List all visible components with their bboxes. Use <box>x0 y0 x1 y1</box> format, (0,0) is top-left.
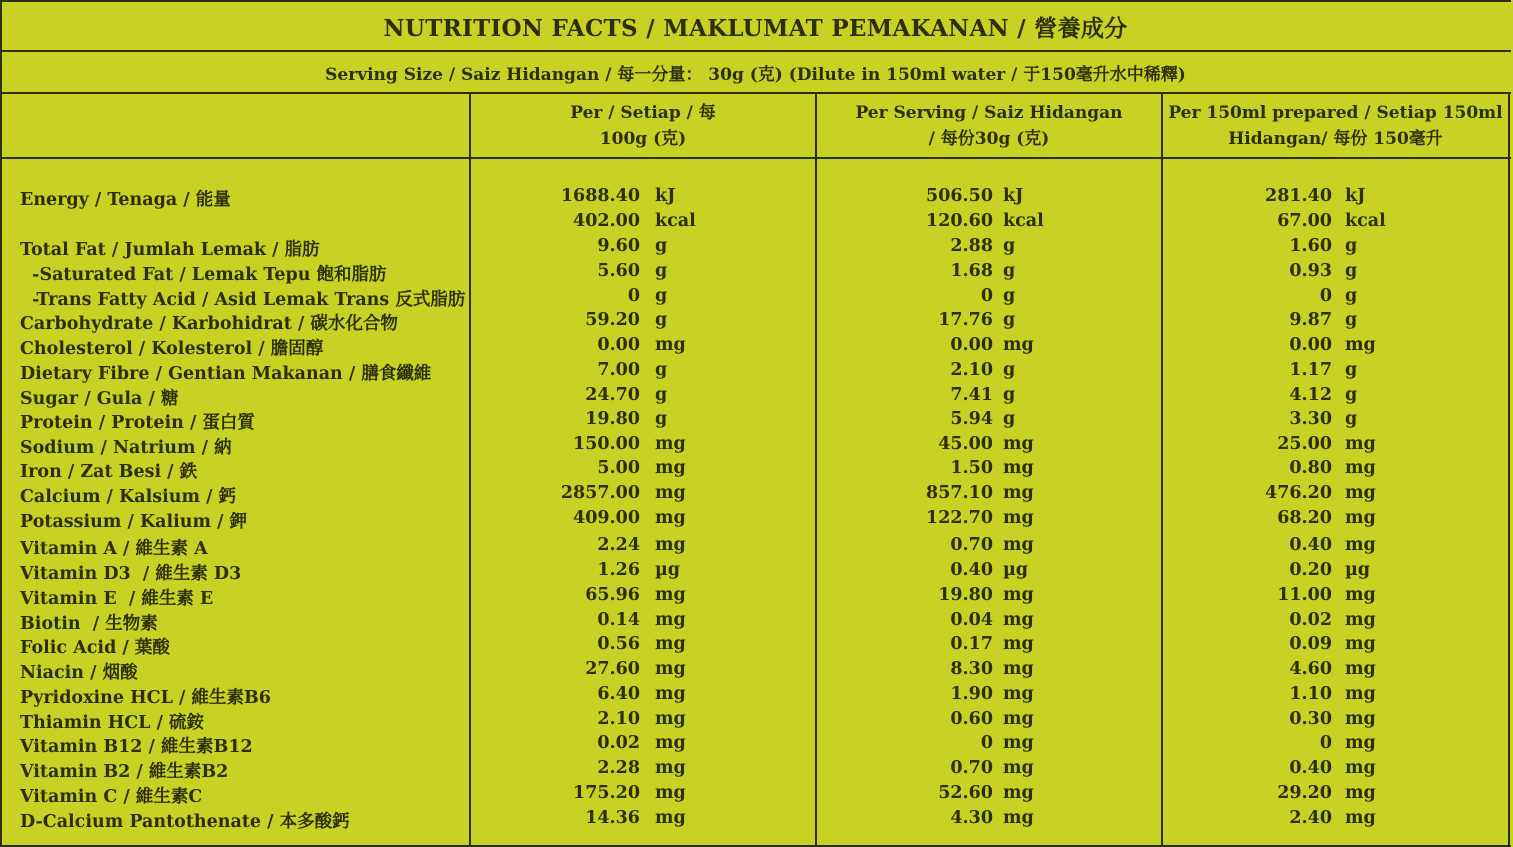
nutrient-value: 1.60 <box>1289 236 1332 256</box>
nutrient-value: 120.60 <box>926 211 993 231</box>
title-divider <box>0 50 1511 52</box>
nutrient-value: 67.00 <box>1277 211 1332 231</box>
nutrient-label: Niacin / 烟酸 <box>20 663 138 683</box>
nutrient-value: 9.60 <box>597 236 640 256</box>
nutrient-value: 0 <box>1319 286 1332 306</box>
nutrient-value: 14.36 <box>585 808 640 828</box>
nutrient-label: Sugar / Gula / 糖 <box>20 389 179 409</box>
nutrient-unit: mg <box>1345 634 1376 654</box>
nutrient-unit: mg <box>1345 508 1376 528</box>
nutrient-label: -Trans Fatty Acid / Asid Lemak Trans 反式脂肪 <box>20 290 466 310</box>
nutrient-label: Pyridoxine HCL / 維生素B6 <box>20 688 271 708</box>
nutrient-value: 0.80 <box>1289 458 1332 478</box>
nutrient-unit: kJ <box>655 186 676 206</box>
nutrient-unit: mg <box>655 659 686 679</box>
nutrient-unit: mg <box>1003 458 1034 478</box>
nutrient-label: Energy / Tenaga / 能量 <box>20 190 231 210</box>
nutrient-value: 2.28 <box>597 758 640 778</box>
nutrient-unit: mg <box>1345 585 1376 605</box>
nutrient-unit: mg <box>655 458 686 478</box>
nutrient-value: 1688.40 <box>560 186 640 206</box>
nutrient-unit: g <box>1345 310 1358 330</box>
nutrient-value: 1.68 <box>950 261 993 281</box>
nutrient-label: Biotin / 生物素 <box>20 614 158 634</box>
nutrient-value: 45.00 <box>938 434 993 454</box>
column-header-per-100g <box>471 100 815 152</box>
nutrient-value: 1.17 <box>1289 360 1332 380</box>
nutrient-unit: mg <box>655 535 686 555</box>
nutrient-unit: g <box>1345 360 1358 380</box>
nutrient-unit: mg <box>655 508 686 528</box>
nutrient-value: 0.00 <box>950 335 993 355</box>
nutrient-label: Protein / Protein / 蛋白質 <box>20 413 255 433</box>
nutrient-unit: mg <box>1003 585 1034 605</box>
nutrient-unit: mg <box>1003 684 1034 704</box>
nutrient-value: 65.96 <box>585 585 640 605</box>
nutrient-value: 0.40 <box>1289 535 1332 555</box>
nutrient-unit: mg <box>655 434 686 454</box>
nutrient-unit: g <box>1003 409 1016 429</box>
header-divider <box>0 157 1511 159</box>
nutrient-value: 27.60 <box>585 659 640 679</box>
nutrient-unit: mg <box>655 634 686 654</box>
nutrient-unit: kJ <box>1003 186 1024 206</box>
nutrient-unit: mg <box>1003 709 1034 729</box>
column-header-per-150ml <box>1163 100 1508 152</box>
nutrient-label: D-Calcium Pantothenate / 本多酸鈣 <box>20 812 350 832</box>
nutrient-unit: g <box>655 310 668 330</box>
nutrient-unit: g <box>655 236 668 256</box>
nutrient-unit: mg <box>1345 783 1376 803</box>
nutrient-unit: mg <box>1345 709 1376 729</box>
nutrient-label: -Saturated Fat / Lemak Tepu 飽和脂肪 <box>20 265 387 285</box>
nutrient-unit: g <box>1003 236 1016 256</box>
column-divider-3 <box>1161 94 1163 847</box>
nutrient-unit: mg <box>1003 733 1034 753</box>
column-divider-1 <box>469 94 471 847</box>
serving-size: Serving Size / Saiz Hidangan / 每一分量： 30g (克) (Dilute in 150ml water / 于150毫升水中稀釋) <box>325 65 1186 85</box>
nutrient-unit: µg <box>1003 560 1029 580</box>
nutrient-value: 19.80 <box>585 409 640 429</box>
nutrient-unit: g <box>1345 409 1358 429</box>
nutrient-value: 402.00 <box>573 211 640 231</box>
nutrient-label: Vitamin E / 維生素 E <box>20 589 214 609</box>
column-header-line: Hidangan/ 每份 150毫升 <box>1228 129 1443 149</box>
nutrient-unit: mg <box>655 733 686 753</box>
nutrient-label: Thiamin HCL / 硫銨 <box>20 713 205 733</box>
nutrient-value: 2.88 <box>950 236 993 256</box>
nutrient-value: 0.09 <box>1289 634 1332 654</box>
nutrient-value: 25.00 <box>1277 434 1332 454</box>
nutrient-value: 0.17 <box>950 634 993 654</box>
nutrient-value: 122.70 <box>926 508 993 528</box>
nutrient-unit: g <box>1345 286 1358 306</box>
nutrient-value: 8.30 <box>950 659 993 679</box>
nutrient-value: 0.40 <box>1289 758 1332 778</box>
nutrient-value: 2.10 <box>597 709 640 729</box>
nutrient-value: 0 <box>980 733 993 753</box>
nutrient-value: 11.00 <box>1277 585 1332 605</box>
nutrient-value: 0 <box>1319 733 1332 753</box>
nutrient-unit: kcal <box>1345 211 1386 231</box>
nutrient-value: 0.56 <box>597 634 640 654</box>
nutrient-unit: g <box>1003 385 1016 405</box>
nutrient-unit: g <box>1345 236 1358 256</box>
nutrient-unit: mg <box>655 758 686 778</box>
nutrient-unit: mg <box>1003 808 1034 828</box>
nutrient-value: 0.40 <box>950 560 993 580</box>
column-header-line: Per Serving / Saiz Hidangan <box>855 103 1123 123</box>
nutrient-value: 19.80 <box>938 585 993 605</box>
nutrient-value: 0.04 <box>950 610 993 630</box>
top-border <box>0 0 1511 2</box>
nutrient-unit: mg <box>1003 483 1034 503</box>
nutrient-unit: mg <box>1003 535 1034 555</box>
nutrient-value: 7.00 <box>597 360 640 380</box>
nutrient-value: 4.12 <box>1289 385 1332 405</box>
nutrient-unit: mg <box>1345 758 1376 778</box>
nutrient-value: 0.70 <box>950 758 993 778</box>
nutrient-value: 150.00 <box>573 434 640 454</box>
nutrient-label: Carbohydrate / Karbohidrat / 碳水化合物 <box>20 314 398 334</box>
nutrient-unit: g <box>1003 286 1016 306</box>
nutrient-unit: mg <box>655 684 686 704</box>
nutrient-unit: mg <box>1345 684 1376 704</box>
nutrient-value: 0 <box>627 286 640 306</box>
nutrient-unit: kcal <box>655 211 696 231</box>
nutrient-value: 0.70 <box>950 535 993 555</box>
nutrient-unit: g <box>655 286 668 306</box>
nutrient-label: Iron / Zat Besi / 鉄 <box>20 462 198 482</box>
nutrient-unit: mg <box>1345 808 1376 828</box>
nutrient-value: 5.00 <box>597 458 640 478</box>
nutrient-value: 281.40 <box>1265 186 1332 206</box>
nutrient-unit: mg <box>1345 733 1376 753</box>
nutrient-value: 0.02 <box>1289 610 1332 630</box>
nutrient-value: 17.76 <box>938 310 993 330</box>
nutrient-value: 2.40 <box>1289 808 1332 828</box>
column-header-line: / 每份30g (克) <box>928 129 1050 149</box>
nutrient-unit: mg <box>1003 758 1034 778</box>
left-border <box>0 0 2 847</box>
nutrient-value: 5.94 <box>950 409 993 429</box>
nutrient-value: 5.60 <box>597 261 640 281</box>
nutrient-label: Vitamin B12 / 維生素B12 <box>20 737 253 757</box>
nutrient-unit: kcal <box>1003 211 1044 231</box>
nutrient-value: 29.20 <box>1277 783 1332 803</box>
nutrient-label: Folic Acid / 葉酸 <box>20 638 170 658</box>
nutrient-value: 0.02 <box>597 733 640 753</box>
nutrient-unit: mg <box>1345 434 1376 454</box>
nutrient-unit: mg <box>1345 659 1376 679</box>
nutrient-unit: mg <box>655 610 686 630</box>
nutrient-unit: mg <box>1345 335 1376 355</box>
nutrient-unit: g <box>1345 385 1358 405</box>
nutrient-unit: mg <box>655 483 686 503</box>
nutrient-value: 506.50 <box>926 186 993 206</box>
nutrient-unit: mg <box>1003 659 1034 679</box>
nutrient-value: 409.00 <box>573 508 640 528</box>
nutrient-label: Vitamin B2 / 維生素B2 <box>20 762 229 782</box>
nutrient-unit: g <box>1003 360 1016 380</box>
nutrient-unit: mg <box>655 709 686 729</box>
nutrient-value: 6.40 <box>597 684 640 704</box>
serving-divider <box>0 92 1511 94</box>
nutrient-unit: mg <box>655 808 686 828</box>
nutrient-value: 0.14 <box>597 610 640 630</box>
table-title: NUTRITION FACTS / MAKLUMAT PEMAKANAN / 營養成分 <box>383 15 1128 42</box>
nutrient-unit: kJ <box>1345 186 1366 206</box>
nutrient-unit: mg <box>1003 335 1034 355</box>
nutrient-value: 7.41 <box>950 385 993 405</box>
nutrient-unit: µg <box>655 560 681 580</box>
nutrient-unit: g <box>1003 261 1016 281</box>
column-header-per-serving <box>817 100 1161 152</box>
nutrient-label: Dietary Fibre / Gentian Makanan / 膳食纖維 <box>20 364 432 384</box>
right-border <box>1508 94 1510 847</box>
nutrient-value: 1.50 <box>950 458 993 478</box>
nutrient-value: 0.93 <box>1289 261 1332 281</box>
nutrient-unit: g <box>655 360 668 380</box>
nutrient-unit: mg <box>1345 535 1376 555</box>
nutrient-value: 1.26 <box>597 560 640 580</box>
nutrient-value: 4.60 <box>1289 659 1332 679</box>
nutrient-value: 4.30 <box>950 808 993 828</box>
nutrient-unit: g <box>1345 261 1358 281</box>
nutrient-label: Calcium / Kalsium / 鈣 <box>20 487 237 507</box>
nutrient-unit: mg <box>1345 458 1376 478</box>
nutrient-unit: mg <box>655 783 686 803</box>
nutrient-value: 24.70 <box>585 385 640 405</box>
nutrient-unit: g <box>655 385 668 405</box>
nutrient-value: 0.00 <box>597 335 640 355</box>
nutrient-unit: mg <box>655 585 686 605</box>
nutrient-value: 59.20 <box>585 310 640 330</box>
nutrient-value: 1.10 <box>1289 684 1332 704</box>
nutrient-value: 857.10 <box>926 483 993 503</box>
nutrient-value: 2.10 <box>950 360 993 380</box>
column-header-line: Per 150ml prepared / Setiap 150ml <box>1168 103 1503 123</box>
nutrient-unit: mg <box>1003 508 1034 528</box>
nutrient-value: 0.20 <box>1289 560 1332 580</box>
column-header-line: 100g (克) <box>599 129 687 149</box>
column-header-line: Per / Setiap / 每 <box>570 103 716 123</box>
nutrient-label: Vitamin A / 維生素 A <box>20 539 208 559</box>
nutrient-label: Cholesterol / Kolesterol / 膽固醇 <box>20 339 324 359</box>
nutrient-value: 0.30 <box>1289 709 1332 729</box>
nutrient-value: 0.60 <box>950 709 993 729</box>
nutrient-unit: g <box>655 409 668 429</box>
nutrient-value: 0.00 <box>1289 335 1332 355</box>
nutrient-label: Vitamin C / 維生素C <box>20 787 203 807</box>
nutrient-value: 3.30 <box>1289 409 1332 429</box>
nutrient-unit: µg <box>1345 560 1371 580</box>
nutrient-unit: mg <box>1003 610 1034 630</box>
nutrient-unit: mg <box>1003 434 1034 454</box>
nutrient-label: Potassium / Kalium / 鉀 <box>20 512 248 532</box>
nutrient-value: 2857.00 <box>560 483 640 503</box>
nutrient-label: Vitamin D3 / 維生素 D3 <box>20 564 242 584</box>
nutrient-value: 68.20 <box>1277 508 1332 528</box>
nutrient-unit: mg <box>1345 483 1376 503</box>
nutrient-value: 9.87 <box>1289 310 1332 330</box>
nutrient-unit: g <box>655 261 668 281</box>
nutrient-value: 52.60 <box>938 783 993 803</box>
nutrient-label: Sodium / Natrium / 納 <box>20 438 232 458</box>
nutrient-value: 476.20 <box>1265 483 1332 503</box>
nutrient-unit: g <box>1003 310 1016 330</box>
nutrient-value: 2.24 <box>597 535 640 555</box>
column-divider-2 <box>815 94 817 847</box>
nutrient-value: 0 <box>980 286 993 306</box>
nutrient-unit: mg <box>1345 610 1376 630</box>
nutrient-label: Total Fat / Jumlah Lemak / 脂肪 <box>20 240 320 260</box>
nutrient-value: 1.90 <box>950 684 993 704</box>
nutrient-unit: mg <box>1003 783 1034 803</box>
nutrient-unit: mg <box>655 335 686 355</box>
nutrient-unit: mg <box>1003 634 1034 654</box>
nutrient-value: 175.20 <box>573 783 640 803</box>
